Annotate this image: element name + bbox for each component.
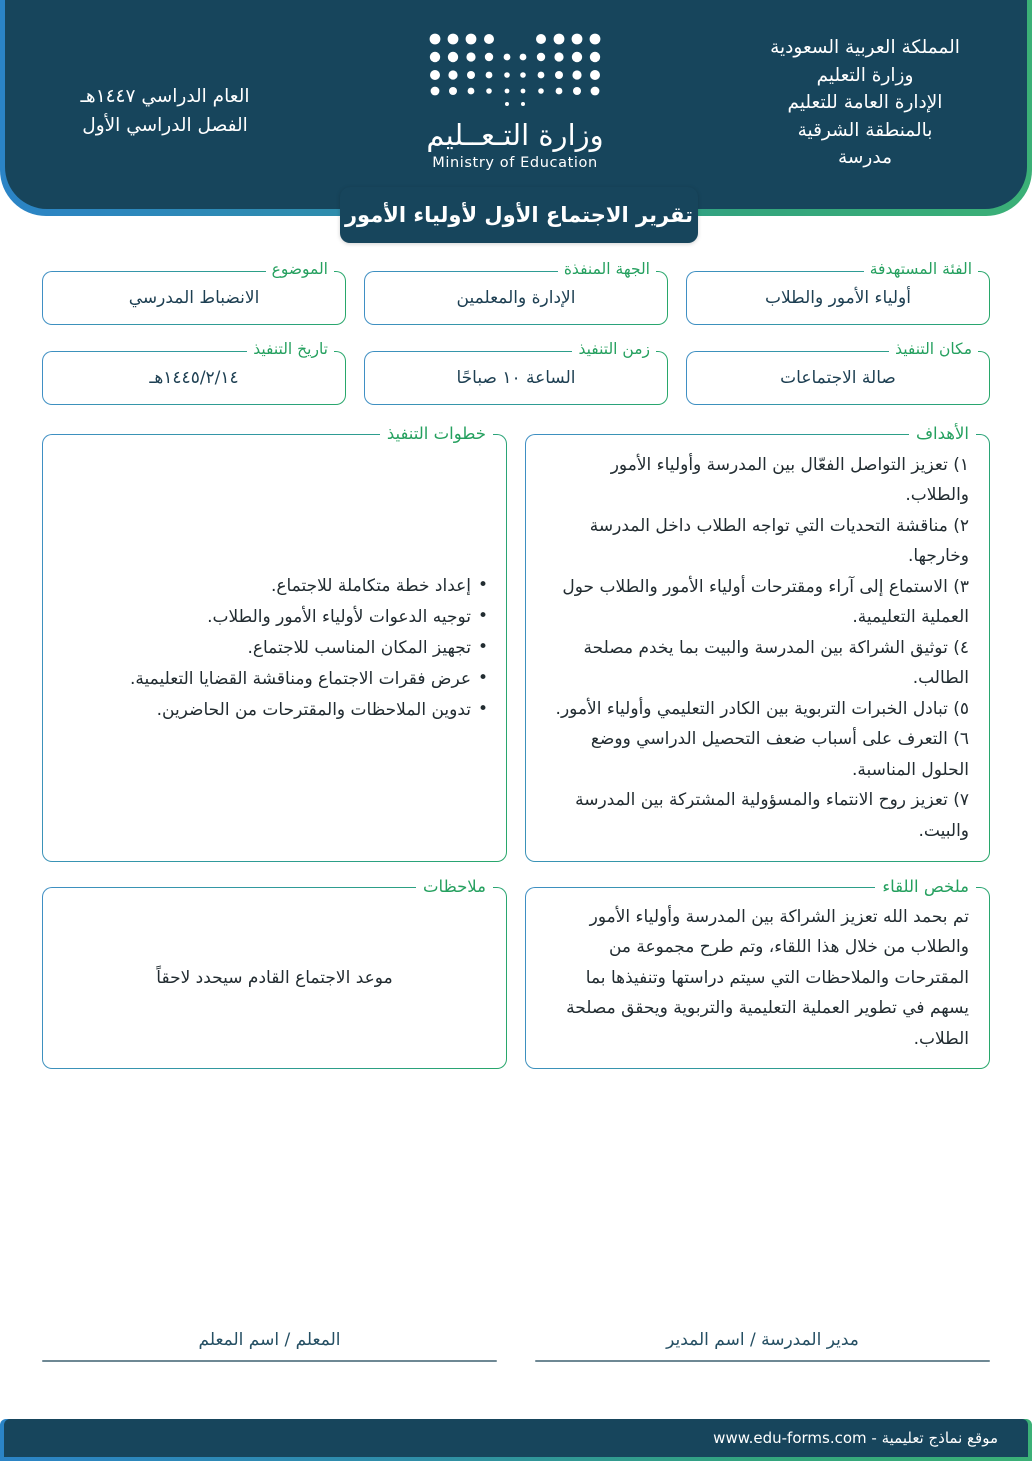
- field-target-audience: [686, 262, 990, 325]
- panel-implementation-steps: [42, 425, 507, 862]
- field-executing-party: [364, 262, 668, 325]
- field-value: صالة الاجتماعات: [780, 368, 896, 388]
- field-date: [42, 342, 346, 405]
- saudi-vision-dots-icon: [427, 30, 603, 114]
- document-header: [0, 0, 1032, 216]
- panel-meeting-summary: [525, 878, 990, 1069]
- step-item: • تجهيز المكان المناسب للاجتماع.: [61, 633, 488, 664]
- field-value-box[interactable]: [42, 271, 346, 325]
- summary-box[interactable]: [525, 887, 990, 1069]
- goal-item: ٢) مناقشة التحديات التي تواجه الطلاب داخل المدرسة وخارجها.: [589, 515, 969, 567]
- footer-text: موقع نماذج تعليمية - www.edu-forms.com: [713, 1429, 998, 1447]
- goal-item: ٥) تبادل الخبرات التربوية بين الكادر التعليمي وأولياء الأمور.: [555, 698, 969, 719]
- signature-line: [42, 1360, 497, 1362]
- field-value: ١٤٤٥/٢/١٤هـ: [149, 368, 239, 388]
- step-item: • عرض فقرات الاجتماع ومناقشة القضايا التعليمية.: [61, 664, 488, 695]
- field-label: الموضوع: [266, 261, 334, 278]
- goals-box[interactable]: [525, 434, 990, 862]
- logo-english-text: Ministry of Education: [432, 155, 598, 171]
- field-label: الجهة المنفذة: [558, 261, 656, 278]
- academic-term-line: الفصل الدراسي الأول: [82, 115, 248, 136]
- signature-label: المعلم / اسم المعلم: [198, 1330, 341, 1350]
- field-value-box[interactable]: [686, 351, 990, 405]
- field-value: أولياء الأمور والطلاب: [765, 288, 911, 308]
- footer-panel: [4, 1419, 1028, 1457]
- field-value-box[interactable]: [686, 271, 990, 325]
- document-footer: [0, 1419, 1032, 1461]
- org-line-school: مدرسة: [838, 147, 892, 168]
- goal-item: ٣) الاستماع إلى آراء ومقترحات أولياء الأمور والطلاب حول العملية التعليمية.: [562, 576, 969, 628]
- field-value-box[interactable]: [364, 351, 668, 405]
- field-row-subject: [42, 262, 990, 325]
- logo-arabic-text: وزارة التـعــليم: [426, 118, 604, 152]
- goal-item: ١) تعزيز التواصل الفعّال بين المدرسة وأولياء الأمور والطلاب.: [610, 454, 969, 506]
- org-line-kingdom: المملكة العربية السعودية: [770, 37, 960, 58]
- panel-label-steps: خطوات التنفيذ: [380, 425, 493, 443]
- academic-year-line: العام الدراسي ١٤٤٧هـ: [80, 86, 250, 107]
- org-line-administration: الإدارة العامة للتعليم: [787, 92, 943, 113]
- field-value-box[interactable]: [42, 351, 346, 405]
- field-label: مكان التنفيذ: [889, 341, 978, 358]
- field-label: الفئة المستهدفة: [864, 261, 978, 278]
- field-label: زمن التنفيذ: [572, 341, 656, 358]
- field-value: الانضباط المدرسي: [128, 288, 260, 308]
- academic-period-block: [5, 0, 315, 140]
- field-value: الساعة ١٠ صباحًا: [456, 368, 576, 388]
- panel-label-summary: ملخص اللقاء: [875, 878, 976, 896]
- step-item: • تدوين الملاحظات والمقترحات من الحاضرين.: [61, 695, 488, 726]
- ministry-logo-block: [335, 0, 695, 171]
- signature-teacher: [42, 1330, 497, 1362]
- step-item: • إعداد خطة متكاملة للاجتماع.: [61, 571, 488, 602]
- steps-box[interactable]: [42, 434, 507, 862]
- panel-goals: [525, 425, 990, 862]
- field-location: [686, 342, 990, 405]
- step-item: • توجيه الدعوات لأولياء الأمور والطلاب.: [61, 602, 488, 633]
- notes-text: موعد الاجتماع القادم سيحدد لاحقاً: [156, 968, 393, 988]
- organization-block: [715, 0, 1027, 172]
- field-row-logistics: [42, 342, 990, 405]
- summary-text: تم بحمد الله تعزيز الشراكة بين المدرسة وأولياء الأمور والطلاب من خلال هذا اللقاء، وتم طرح مجموعة من المقترحات والملاحظات التي سيتم دراستها وتنفيذها بما يسهم في تطوير العملية التعليمية والتربوية ويحقق مصلحة الطلاب.: [566, 906, 969, 1049]
- signature-label: مدير المدرسة / اسم المدير: [666, 1330, 859, 1350]
- panel-notes: [42, 878, 507, 1069]
- steps-list: [61, 571, 488, 726]
- goals-list: [542, 450, 969, 847]
- goal-item: ٦) التعرف على أسباب ضعف التحصيل الدراسي ووضع الحلول المناسبة.: [590, 729, 969, 780]
- org-line-ministry: وزارة التعليم: [816, 64, 914, 86]
- field-value: الإدارة والمعلمين: [456, 288, 576, 308]
- signature-principal: [535, 1330, 990, 1362]
- goal-item: ٧) تعزيز روح الانتماء والمسؤولية المشتركة بين المدرسة والبيت.: [575, 790, 969, 841]
- panel-label-notes: ملاحظات: [416, 878, 493, 896]
- page-title: تقرير الاجتماع الأول لأولياء الأمور: [340, 187, 698, 243]
- org-line-region: بالمنطقة الشرقية: [797, 119, 933, 141]
- panel-label-goals: الأهداف: [909, 425, 976, 443]
- field-time: [364, 342, 668, 405]
- signature-line: [535, 1360, 990, 1362]
- field-label: تاريخ التنفيذ: [247, 341, 334, 358]
- field-value-box[interactable]: [364, 271, 668, 325]
- signature-row: [42, 1330, 990, 1362]
- notes-box[interactable]: [42, 887, 507, 1069]
- field-subject: [42, 262, 346, 325]
- goal-item: ٤) توثيق الشراكة بين المدرسة والبيت بما يخدم مصلحة الطالب.: [583, 637, 969, 689]
